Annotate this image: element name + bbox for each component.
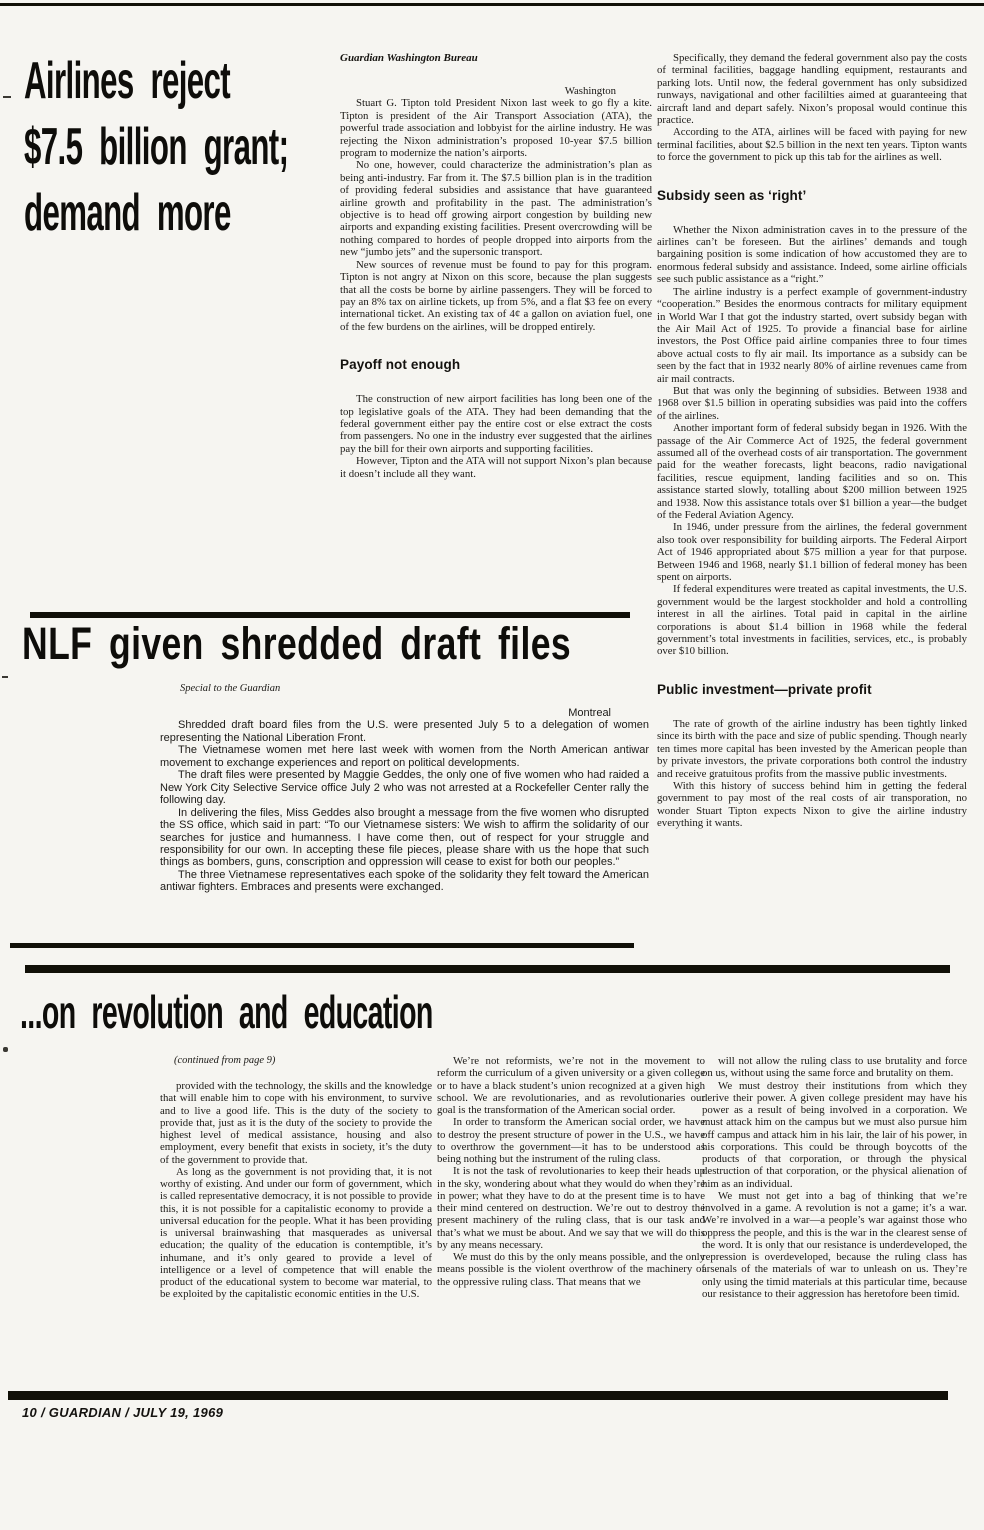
scan-artifact xyxy=(2,676,8,678)
article-paragraph: The draft files were presented by Maggie Geddes, the only one of five women who had raided a New York City Selective Service office July 2 who was not arrested at a Rockefeller Center rally the following day. xyxy=(160,769,649,807)
article-paragraph: It is not the task of revolutionaries to keep their heads up in the sky, wondering about what they would do when they’re in power; what they have to do at the present time is to have their mind centered on destruction. We’re out to destroy the present machinery of the ruling class, that is our task and that’s what we must be about. And we say that we will do this by any means necessary. xyxy=(437,1165,705,1251)
article-paragraph: Stuart G. Tipton told President Nixon last week to go fly a kite. Tipton is president of the Air Transport Association (ATA), the powerful trade association and lobbyist for the airline industry. He was rejecting the Nixon administration’s proposed 10-year $7.5 billion program to modernize the nation’s airports. xyxy=(340,97,652,160)
education-column-3 xyxy=(702,1055,967,1300)
footer-rule-divider xyxy=(8,1391,948,1400)
article-paragraph: provided with the technology, the skills and the knowledge that will enable him to cope with his environment, to survive and to live a good life. This is the duty of the society to provide that, just as it is the duty of the society to provide the highest level of medical assistance, housing and also employment, every benefit that exists in society, it’s the duty of the government to provide that. xyxy=(160,1080,432,1166)
nlf-dateline: Montreal xyxy=(568,707,611,719)
airlines-body-part-3 xyxy=(657,52,967,164)
nlf-bottom-rule-divider xyxy=(10,943,634,948)
airlines-byline: Guardian Washington Bureau xyxy=(340,52,478,64)
article-paragraph: But that was only the beginning of subsidies. Between 1938 and 1968 over $1.5 billion in operating subsidies was paid into the coffers of the airlines. xyxy=(657,384,967,422)
subhead-payoff-not-enough: Payoff not enough xyxy=(340,357,461,373)
education-col3-paragraphs xyxy=(702,1055,967,1300)
airlines-headline-line: Airlines reject xyxy=(24,52,231,110)
airlines-column-right xyxy=(657,52,967,830)
airlines-body-part-2 xyxy=(340,393,652,480)
continued-from-note: (continued from page 9) xyxy=(174,1055,276,1066)
education-top-rule-divider xyxy=(25,965,950,973)
airlines-body-part-1 xyxy=(340,97,652,333)
education-column-1 xyxy=(160,1055,432,1301)
article-paragraph: Specifically, they demand the federal government also pay the costs of terminal facilities, baggage handling equipment, restaurants and parking lots. Until now, the federal government has only subsidized runways, navigational and other facililties aimed at guaranteeing that aircraft land and depart safely. Nixon’s proposal would continue this practice. xyxy=(657,52,967,127)
article-paragraph: However, Tipton and the ATA will not support Nixon’s plan because it doesn’t include all they want. xyxy=(340,455,652,480)
page-footer-folio: 10 / GUARDIAN / JULY 19, 1969 xyxy=(22,1405,224,1420)
subhead-subsidy-seen-as-right: Subsidy seen as ‘right’ xyxy=(657,187,807,203)
education-headline: ...on revolution and education xyxy=(20,986,433,1038)
article-paragraph: In delivering the files, Miss Geddes also brought a message from the five women who disrupted the SS office, which said in part: “To our Vietnamese sisters: We wish to affirm the solidarity of our searches for justice and humanness. I have come then, out of respect for your struggle and responsibility for our own. In accepting these file pieces, please share with us the hope that such things as bombers, guns, conscription and oppression will cease to exist for both our peoples.” xyxy=(160,806,649,869)
education-column-2 xyxy=(437,1055,705,1288)
scan-artifact xyxy=(3,96,11,98)
education-col1-paragraphs xyxy=(160,1080,432,1301)
article-paragraph: We must destroy their institutions from which they derive their power. A given college president may have his power as a result of being involved in a corporation. We must attack him on the campus but we must also pursue him off campus and attack him in his lair, the lair of his power, in his corporations. This could be through boycotts of the products of that corporation, or through the physical destruction of that corporation, or the physical alienation of him as an individual. xyxy=(702,1079,967,1190)
top-rule-divider xyxy=(0,3,984,6)
article-paragraph: We must not get into a bag of thinking that we’re involved in a game. A revolution is not a game; it’s a war. We’re involved in a war—a people’s war against those who oppress the people, and this is the war in the clearest sense of the word. It is only that our resistance is underdeveloped, the repression is overdeveloped, because the ruling class has arsenals of the materials of war to unleash on us. They’re only using the timid materials at this particular time, because our resistance to their aggression has heretofore been timid. xyxy=(702,1189,967,1300)
airlines-headline xyxy=(24,48,360,246)
article-paragraph: In order to transform the American social order, we have to destroy the present structure of power in the U.S., we have to overthrow the government—it has to be understood as being nothing but the instrument of the ruling class. xyxy=(437,1116,705,1165)
airlines-body-part-4 xyxy=(657,224,967,658)
nlf-headline: NLF given shredded draft files xyxy=(22,618,572,669)
airlines-body-part-5 xyxy=(657,718,967,830)
article-paragraph: New sources of revenue must be found to pay for this program. Tipton is not angry at Nixon on this score, because the plan suggests that all the costs be borne by airline passengers. They will be forced to pay an 8% tax on airline tickets, up from 5%, and a flat $3 fee on every international ticket. An existing tax of 4¢ a gallon on aviation fuel, one of the few burdens on the airlines, will be dropped entirely. xyxy=(340,258,652,333)
article-paragraph: With this history of success behind him in getting the federal government to pay most of the real costs of air transporation, no wonder Stuart Tipton expects Nixon to give the airline industry everything it wants. xyxy=(657,779,967,830)
airlines-dateline: Washington xyxy=(564,85,616,97)
article-paragraph: Whether the Nixon administration caves in to the pressure of the airlines can’t be foreseen. But the airlines’ demands and tough bargaining position is some indication of how accustomed they are to enormous federal subsidy and assistance. Indeed, some airline officials see such public assistance as a “right.” xyxy=(657,223,967,286)
article-paragraph: According to the ATA, airlines will be faced with paying for new terminal facilities, about $2.5 billion in the next ten years. Tipton wants to force the government to pick up this tab for the airlines as well. xyxy=(657,126,967,164)
article-paragraph: The airline industry is a perfect example of government-industry “cooperation.” Besides the enormous contracts for military equipment in World War I that got the industry started, overt subsidy began with the Air Mail Act of 1925. To provide a financial base for airline investors, the Post Office paid airline companies three to four times above actual costs to fly air mail. Its importance as a subsidy can be seen by the fact that in 1932 nearly 80% of airline revenues came from air mail contracts. xyxy=(657,285,967,385)
airlines-headline-line: $7.5 billion grant; xyxy=(24,118,289,176)
article-paragraph: The three Vietnamese representatives each spoke of the solidarity they felt toward the American antiwar fighters. Embraces and presents were exchanged. xyxy=(160,868,649,894)
article-paragraph: As long as the government is not providing that, it is not worthy of existing. And under our form of government, which is called representative democracy, it is not possible to provide this, it is not possible for a capitalistic economy to provide a universal education for the people. What it has been providing is universal brainwashing that masquerades as universal education; the quality of the education is contemptible, it’s inhumane, and it’s only geared to provide a level of intelligence or a level of competence that will enable the product of the educational system to become war material, to be exploited by the capitalistic economic entities in the U.S. xyxy=(160,1165,432,1301)
airlines-column-middle xyxy=(340,52,652,480)
article-paragraph: The construction of new airport facilities has long been one of the top legislative goals of the ATA. They had been demanding that the federal government either pay the entire cost or else extract the costs from passengers. No one in the industry ever suggested that the airlines pay the bill for their own airports and supporting facilities. xyxy=(340,393,652,455)
subhead-public-investment-private-profit: Public investment—private profit xyxy=(657,681,872,697)
scan-artifact xyxy=(3,1047,8,1052)
article-paragraph: We’re not reformists, we’re not in the movement to reform the curriculum of a given university or a given college or to have a black student’s union recognized at a given high school. We are revolutionaries, and as revolutionaries our goal is the transformation of the American social order. xyxy=(437,1055,705,1116)
nlf-body xyxy=(160,683,649,894)
article-paragraph: The Vietnamese women met here last week with women from the North American antiwar movement to exchange experiences and report on political developments. xyxy=(160,744,649,769)
article-paragraph: No one, however, could characterize the administration’s plan as being anti-industry. Far from it. The $7.5 billion plan is in the tradition of providing federal subsidies and assistance that have guaranteed airline growth and profitability in the past. The administration’s objective is to head off growing airport congestion by building new airports and expanding existing facilities. Present overcrowding will be nothing compared to hordes of people dropped into airports from the new “jumbo jets” and the supersonic transport. xyxy=(340,159,652,259)
article-paragraph: In 1946, under pressure from the airlines, the federal government also took over responsibility for building airports. The Federal Airport Act of 1946 appropriated about $75 million a year for that purpose. Between 1946 and 1968, nearly $1.1 billion of federal money has been spent on airports. xyxy=(657,521,967,584)
nlf-byline: Special to the Guardian xyxy=(180,683,281,694)
article-paragraph: Another important form of federal subsidy began in 1926. With the passage of the Air Commerce Act of 1925, the federal government assumed all of the overhead costs of air transportation. The government paid for the weather forecasts, light beacons, radio navigational facilities, rescue equipment, landing facilities and so on. This assistance started slowly, totalling about $200 million between 1925 and 1938. Now this assistance totals over $1 billion a year—the budget of the Federal Aviation Agency. xyxy=(657,422,967,521)
article-paragraph: We must do this by the only means possible, and the only means possible is the violent overthrow of the machinery of the oppressive ruling class. That means that we xyxy=(437,1251,705,1288)
airlines-headline-line: demand more xyxy=(24,184,231,242)
article-paragraph: If federal expenditures were treated as capital investments, the U.S. government would be the largest stockholder and hold a controlling interest in all the airlines. Total paid in capital in the airline corporations is about $1.4 billion in 1968 while the federal government’s total investments in facilities, services, etc., is probably over $10 billion. xyxy=(657,583,967,658)
nlf-paragraphs xyxy=(160,719,649,893)
article-paragraph: Shredded draft board files from the U.S. were presented July 5 to a delegation of women representing the National Liberation Front. xyxy=(160,719,649,744)
article-paragraph: will not allow the ruling class to use brutality and force on us, without using the same force and brutality on them. xyxy=(702,1055,967,1080)
article-paragraph: The rate of growth of the airline industry has been tightly linked since its birth with the pace and size of public spending. Though nearly ten times more capital has been invested by the American people than by private investors, the private corporations both control the industry and receive gratuitous profits from the massive public investments. xyxy=(657,717,967,780)
education-col2-paragraphs xyxy=(437,1055,705,1288)
